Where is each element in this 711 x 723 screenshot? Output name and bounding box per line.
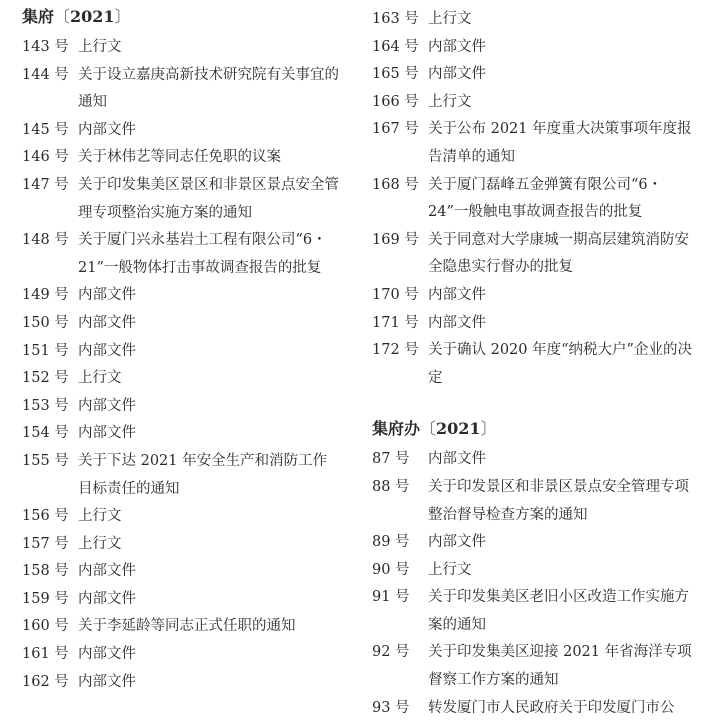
document-title: 内部文件 <box>78 563 136 580</box>
document-entry <box>372 61 692 89</box>
right-column <box>372 0 692 722</box>
document-number: 153 号 <box>22 397 69 414</box>
document-number: 145 号 <box>22 121 69 138</box>
left-column <box>22 0 340 696</box>
document-entry <box>372 529 692 557</box>
document-entry <box>22 393 340 421</box>
heading-name: 集府办 <box>372 419 421 439</box>
document-title: 转发厦门市人民政府关于印发厦门市公 <box>428 699 675 716</box>
heading-year: 2021 <box>70 7 115 26</box>
document-entry <box>372 639 692 694</box>
document-number: 90 号 <box>372 561 410 578</box>
document-number: 150 号 <box>22 314 69 331</box>
document-title: 关于公布 2021 年度重大决策事项年度报告清单的通知 <box>428 121 692 165</box>
document-title: 内部文件 <box>428 66 486 83</box>
document-entry <box>372 6 692 34</box>
document-number: 157 号 <box>22 535 69 552</box>
document-title: 内部文件 <box>78 121 136 138</box>
document-title: 内部文件 <box>428 451 486 468</box>
document-title: 内部文件 <box>78 342 136 359</box>
document-title: 内部文件 <box>78 590 136 607</box>
document-entry <box>372 282 692 310</box>
document-entry <box>372 89 692 117</box>
document-entry <box>372 172 692 227</box>
document-number: 167 号 <box>372 121 419 138</box>
document-title: 内部文件 <box>78 397 136 414</box>
document-entry <box>22 365 340 393</box>
document-title: 关于印发景区和非景区景点安全管理专项整治督导检查方案的通知 <box>428 478 689 523</box>
document-title: 上行文 <box>78 39 122 55</box>
document-title: 内部文件 <box>78 425 136 442</box>
document-entry <box>372 310 692 338</box>
document-title: 内部文件 <box>78 314 136 331</box>
document-number: 172 号 <box>372 342 419 359</box>
document-entry <box>22 448 340 503</box>
document-title: 内部文件 <box>78 287 136 304</box>
document-number: 158 号 <box>22 563 69 580</box>
section-heading-jifu <box>22 0 340 34</box>
document-number: 170 号 <box>372 286 419 303</box>
document-entry <box>22 641 340 669</box>
document-title: 关于印发集美区迎接 2021 年省海洋专项督察工作方案的通知 <box>428 644 692 689</box>
document-number: 165 号 <box>372 66 419 83</box>
document-title: 关于厦门磊峰五金弹簧有限公司“6・24”一般触电事故调查报告的批复 <box>428 176 663 221</box>
document-entry <box>22 503 340 531</box>
document-entry <box>372 474 692 529</box>
document-number: 88 号 <box>372 478 410 495</box>
document-entry <box>22 144 340 172</box>
document-number: 168 号 <box>372 176 419 193</box>
document-title: 内部文件 <box>428 38 486 55</box>
document-title: 关于设立嘉庚高新技术研究院有关事宜的通知 <box>78 66 339 111</box>
document-entry <box>22 338 340 366</box>
document-number: 89 号 <box>372 534 410 551</box>
document-entry <box>22 117 340 145</box>
document-entry <box>22 62 340 117</box>
heading-bracket-close: 〕 <box>480 419 497 439</box>
heading-bracket-close: 〕 <box>114 7 131 26</box>
document-title: 关于印发集美区景区和非景区景点安全管理专项整治实施方案的通知 <box>78 176 339 221</box>
document-title: 上行文 <box>428 93 472 110</box>
heading-bracket-open: 〔 <box>420 419 437 439</box>
document-title: 内部文件 <box>428 286 486 303</box>
document-entry <box>22 558 340 586</box>
document-number: 151 号 <box>22 342 69 359</box>
document-number: 166 号 <box>372 93 419 110</box>
document-title: 内部文件 <box>428 534 486 551</box>
document-entry <box>372 337 692 392</box>
document-entry <box>372 34 692 62</box>
heading-bracket-open: 〔 <box>54 7 71 26</box>
document-title: 内部文件 <box>428 314 486 331</box>
document-number: 87 号 <box>372 451 410 468</box>
document-title: 内部文件 <box>78 673 136 690</box>
document-title: 关于下达 2021 年安全生产和消防工作目标责任的通知 <box>78 452 328 497</box>
document-title: 上行文 <box>78 370 122 387</box>
document-entry <box>22 310 340 338</box>
document-number: 164 号 <box>372 38 419 55</box>
document-number: 163 号 <box>372 11 419 27</box>
document-number: 143 号 <box>22 39 69 55</box>
document-number: 149 号 <box>22 287 69 304</box>
document-number: 92 号 <box>372 644 410 661</box>
document-number: 152 号 <box>22 370 69 387</box>
document-number: 148 号 <box>22 232 69 249</box>
section-heading-jifuban <box>372 412 692 446</box>
document-entry <box>372 446 692 474</box>
document-number: 159 号 <box>22 590 69 607</box>
document-number: 91 号 <box>372 589 410 606</box>
document-number: 154 号 <box>22 425 69 442</box>
document-number: 162 号 <box>22 673 69 690</box>
document-number: 161 号 <box>22 646 69 663</box>
document-number: 169 号 <box>372 231 419 248</box>
document-title: 内部文件 <box>78 646 136 663</box>
document-title: 上行文 <box>78 508 122 525</box>
document-list-jifu-right <box>372 6 692 392</box>
document-entry <box>22 420 340 448</box>
document-entry <box>22 669 340 697</box>
document-entry <box>22 586 340 614</box>
document-entry <box>372 116 692 171</box>
document-title: 关于李延龄等同志正式任职的通知 <box>78 618 296 635</box>
document-number: 155 号 <box>22 452 69 469</box>
document-number: 156 号 <box>22 508 69 525</box>
document-list-jifu-left <box>22 34 340 696</box>
document-entry <box>372 557 692 585</box>
document-title: 关于确认 2020 年度“纳税大户”企业的决定 <box>428 342 692 386</box>
document-entry <box>372 227 692 282</box>
document-number: 144 号 <box>22 66 69 83</box>
document-title: 关于同意对大学康城一期高层建筑消防安全隐患实行督办的批复 <box>428 231 689 276</box>
document-entry <box>22 613 340 641</box>
document-number: 160 号 <box>22 618 69 635</box>
document-list-jifuban <box>372 446 692 722</box>
heading-name: 集府 <box>22 7 55 26</box>
document-entry <box>372 584 692 639</box>
heading-year: 2021 <box>436 419 481 439</box>
document-entry <box>22 531 340 559</box>
document-entry <box>22 172 340 227</box>
document-title: 上行文 <box>428 11 472 27</box>
document-entry <box>22 227 340 282</box>
document-number: 146 号 <box>22 149 69 166</box>
document-entry <box>372 695 692 723</box>
document-title: 关于林伟艺等同志任免职的议案 <box>78 149 281 166</box>
document-title: 上行文 <box>78 535 122 552</box>
document-title: 上行文 <box>428 561 472 578</box>
document-number: 93 号 <box>372 699 410 716</box>
document-title: 关于厦门兴永基岩土工程有限公司“6・21”一般物体打击事故调查报告的批复 <box>78 232 327 276</box>
document-title: 关于印发集美区老旧小区改造工作实施方案的通知 <box>428 589 689 633</box>
document-entry <box>22 282 340 310</box>
document-number: 171 号 <box>372 314 419 331</box>
document-number: 147 号 <box>22 176 69 193</box>
document-entry <box>22 34 340 62</box>
